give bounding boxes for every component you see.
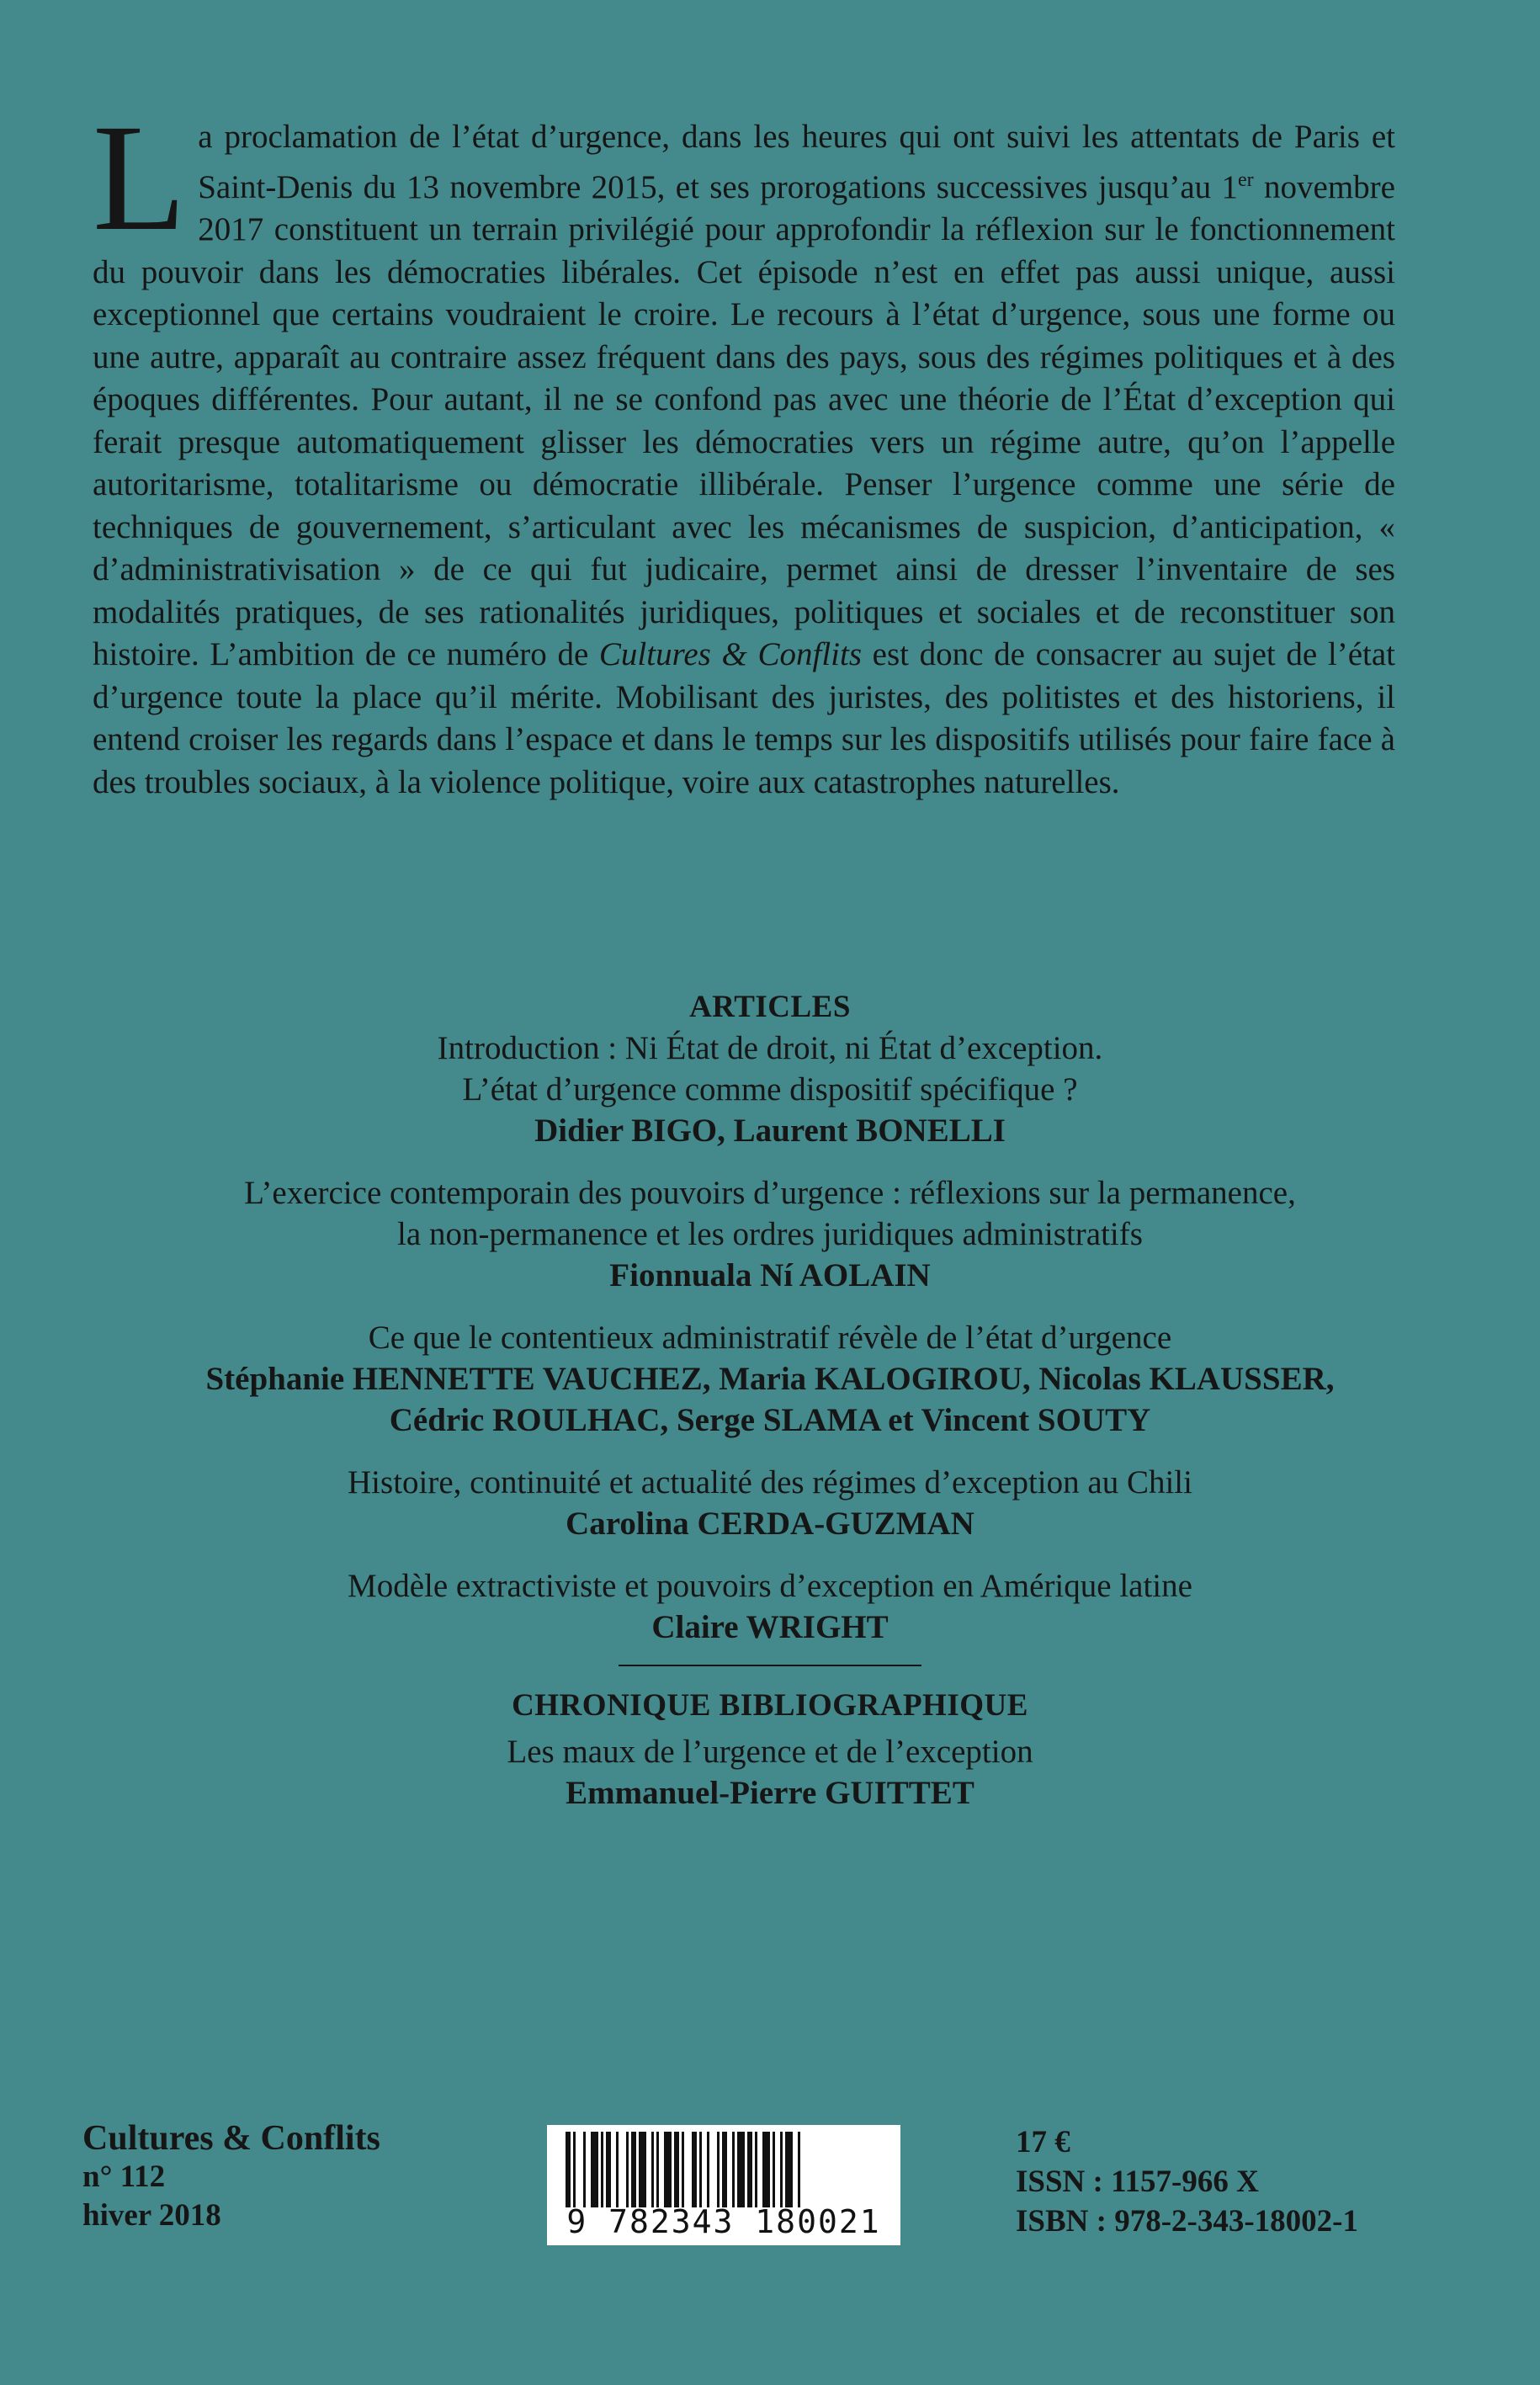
barcode-bar: [606, 2132, 611, 2207]
issue-number: n° 112: [82, 2159, 166, 2194]
drop-cap: L: [93, 93, 187, 263]
article-4-title: Histoire, continuité et actualité des régimes d’exception au Chili: [348, 1464, 1192, 1501]
journal-info: [82, 2119, 380, 2235]
barcode-bar: [732, 2132, 735, 2207]
article-4-authors: Carolina CERDA-GUZMAN: [566, 1506, 974, 1542]
article-2-title-line2: la non-permanence et les ordres juridiques administratifs: [397, 1216, 1143, 1252]
barcode-bar: [591, 2132, 598, 2207]
article-1-title-line2: L’état d’urgence comme dispositif spécifique ?: [462, 1071, 1078, 1108]
article-3: [50, 1317, 1490, 1441]
barcode-bar: [601, 2132, 603, 2207]
articles-heading: ARTICLES: [689, 990, 851, 1024]
article-5-title: Modèle extractiviste et pouvoirs d’exception en Amérique latine: [348, 1568, 1192, 1604]
article-2-title-line1: L’exercice contemporain des pouvoirs d’urgence : réflexions sur la permanence,: [244, 1175, 1296, 1211]
article-3-title: Ce que le contentieux administratif révèle de l’état d’urgence: [368, 1320, 1172, 1356]
barcode-bar: [674, 2132, 679, 2207]
issn: ISSN : 1157-966 X: [1016, 2165, 1259, 2199]
barcode-bar: [773, 2132, 775, 2207]
article-5: [50, 1565, 1490, 1648]
article-1-title-line1: Introduction : Ni État de droit, ni État d’exception.: [437, 1030, 1103, 1066]
article-2: [50, 1172, 1490, 1296]
blurb-text-part1: a proclamation de l’état d’urgence, dans les heures qui ont suivi les attentats de Paris et Saint-Denis du 13 novembre 2015, et ses prorogations successives jusqu’au 1: [198, 119, 1395, 205]
barcode-bar: [780, 2132, 783, 2207]
barcode-bar: [747, 2132, 752, 2207]
superscript-er: er: [1238, 168, 1254, 191]
barcode-bar: [626, 2132, 629, 2207]
barcode-digits: 9 782343 180021: [566, 2203, 881, 2240]
barcode-bar: [566, 2132, 571, 2207]
barcode-bar: [785, 2132, 793, 2207]
barcode-bar: [798, 2132, 800, 2207]
barcode-bar: [717, 2132, 720, 2207]
article-1-authors: Didier BIGO, Laurent BONELLI: [534, 1113, 1006, 1149]
isbn: ISBN : 978-2-343-18002-1: [1016, 2204, 1358, 2239]
chronique-1-author: Emmanuel-Pierre GUITTET: [566, 1775, 974, 1811]
barcode-bar: [616, 2132, 619, 2207]
journal-name-italic: Cultures & Conflits: [598, 636, 863, 672]
barcode-bar: [639, 2132, 646, 2207]
chronique-1: [50, 1731, 1490, 1814]
barcode-bar: [707, 2132, 709, 2207]
chronique-heading: CHRONIQUE BIBLIOGRAPHIQUE: [512, 1688, 1028, 1723]
article-5-authors: Claire WRIGHT: [651, 1609, 889, 1645]
barcode-bar: [762, 2132, 770, 2207]
barcode-bar: [692, 2132, 697, 2207]
barcode-bar: [699, 2132, 702, 2207]
barcode-bar: [656, 2132, 659, 2207]
barcode-bar: [651, 2132, 654, 2207]
section-divider: [619, 1665, 921, 1666]
barcode-bar: [682, 2132, 684, 2207]
barcode-bar: [722, 2132, 727, 2207]
back-cover-blurb: [93, 93, 1395, 804]
barcode-bar: [664, 2132, 672, 2207]
price: 17 €: [1016, 2125, 1070, 2159]
article-2-authors: Fionnuala Ní AOLAIN: [609, 1257, 931, 1293]
article-1: [50, 1028, 1490, 1151]
article-3-authors-line2: Cédric ROULHAC, Serge SLAMA et Vincent SOUTY: [389, 1402, 1151, 1438]
barcode-bar: [573, 2132, 576, 2207]
journal-title: Cultures & Conflits: [82, 2119, 380, 2158]
barcode-bar: [755, 2132, 757, 2207]
isbn-barcode: [547, 2125, 900, 2245]
barcode-bar: [583, 2132, 586, 2207]
price-identifiers: [1016, 2122, 1358, 2241]
issue-season: hiver 2018: [82, 2198, 221, 2233]
barcode-bar: [631, 2132, 636, 2207]
blurb-text-part2: novembre 2017 constituent un terrain privilégié pour approfondir la réflexion sur le fonctionnement du pouvoir dans les démocraties libérales. Cet épisode n’est en effet pas aussi unique, aussi exceptionnel que certains voudraient le croire. Le recours à l’état d’urgence, sous une forme ou une autre, apparaît au contraire assez fréquent dans des pays, sous des régimes politiques et à des époques différentes. Pour autant, il ne se confond pas avec une théorie de l’État d’exception qui ferait presque automatiquement glisser les démocraties vers un régime autre, qu’on l’appelle autoritarisme, totalitarisme ou démocratie illibérale. Penser l’urgence comme une série de techniques de gouvernement, s’articulant avec les mécanismes de suspicion, d’anticipation, « d’administrativisation » de ce qui fut judicaire, permet ainsi de dresser l’inventaire de ses modalités pratiques, de ses rationalités juridiques, politiques et sociales et de reconstituer son histoire. L’ambition de ce numéro de: [93, 168, 1395, 672]
chronique-1-title: Les maux de l’urgence et de l’exception: [507, 1734, 1033, 1770]
barcode-bar: [737, 2132, 745, 2207]
article-3-authors-line1: Stéphanie HENNETTE VAUCHEZ, Maria KALOGIROU, Nicolas KLAUSSER,: [205, 1361, 1335, 1397]
blurb-text-part3: est donc de consacrer au sujet de l’état d’urgence toute la place qu’il mérite. Mobilisant des juristes, des politistes et des historiens, il entend croiser les regards dans l’espace et dans le temps sur les dispositifs utilisés pour faire face à des troubles sociaux, à la violence politique, voire aux catastrophes naturelles.: [93, 636, 1395, 800]
article-4: [50, 1462, 1490, 1544]
table-of-contents: [50, 986, 1490, 1814]
